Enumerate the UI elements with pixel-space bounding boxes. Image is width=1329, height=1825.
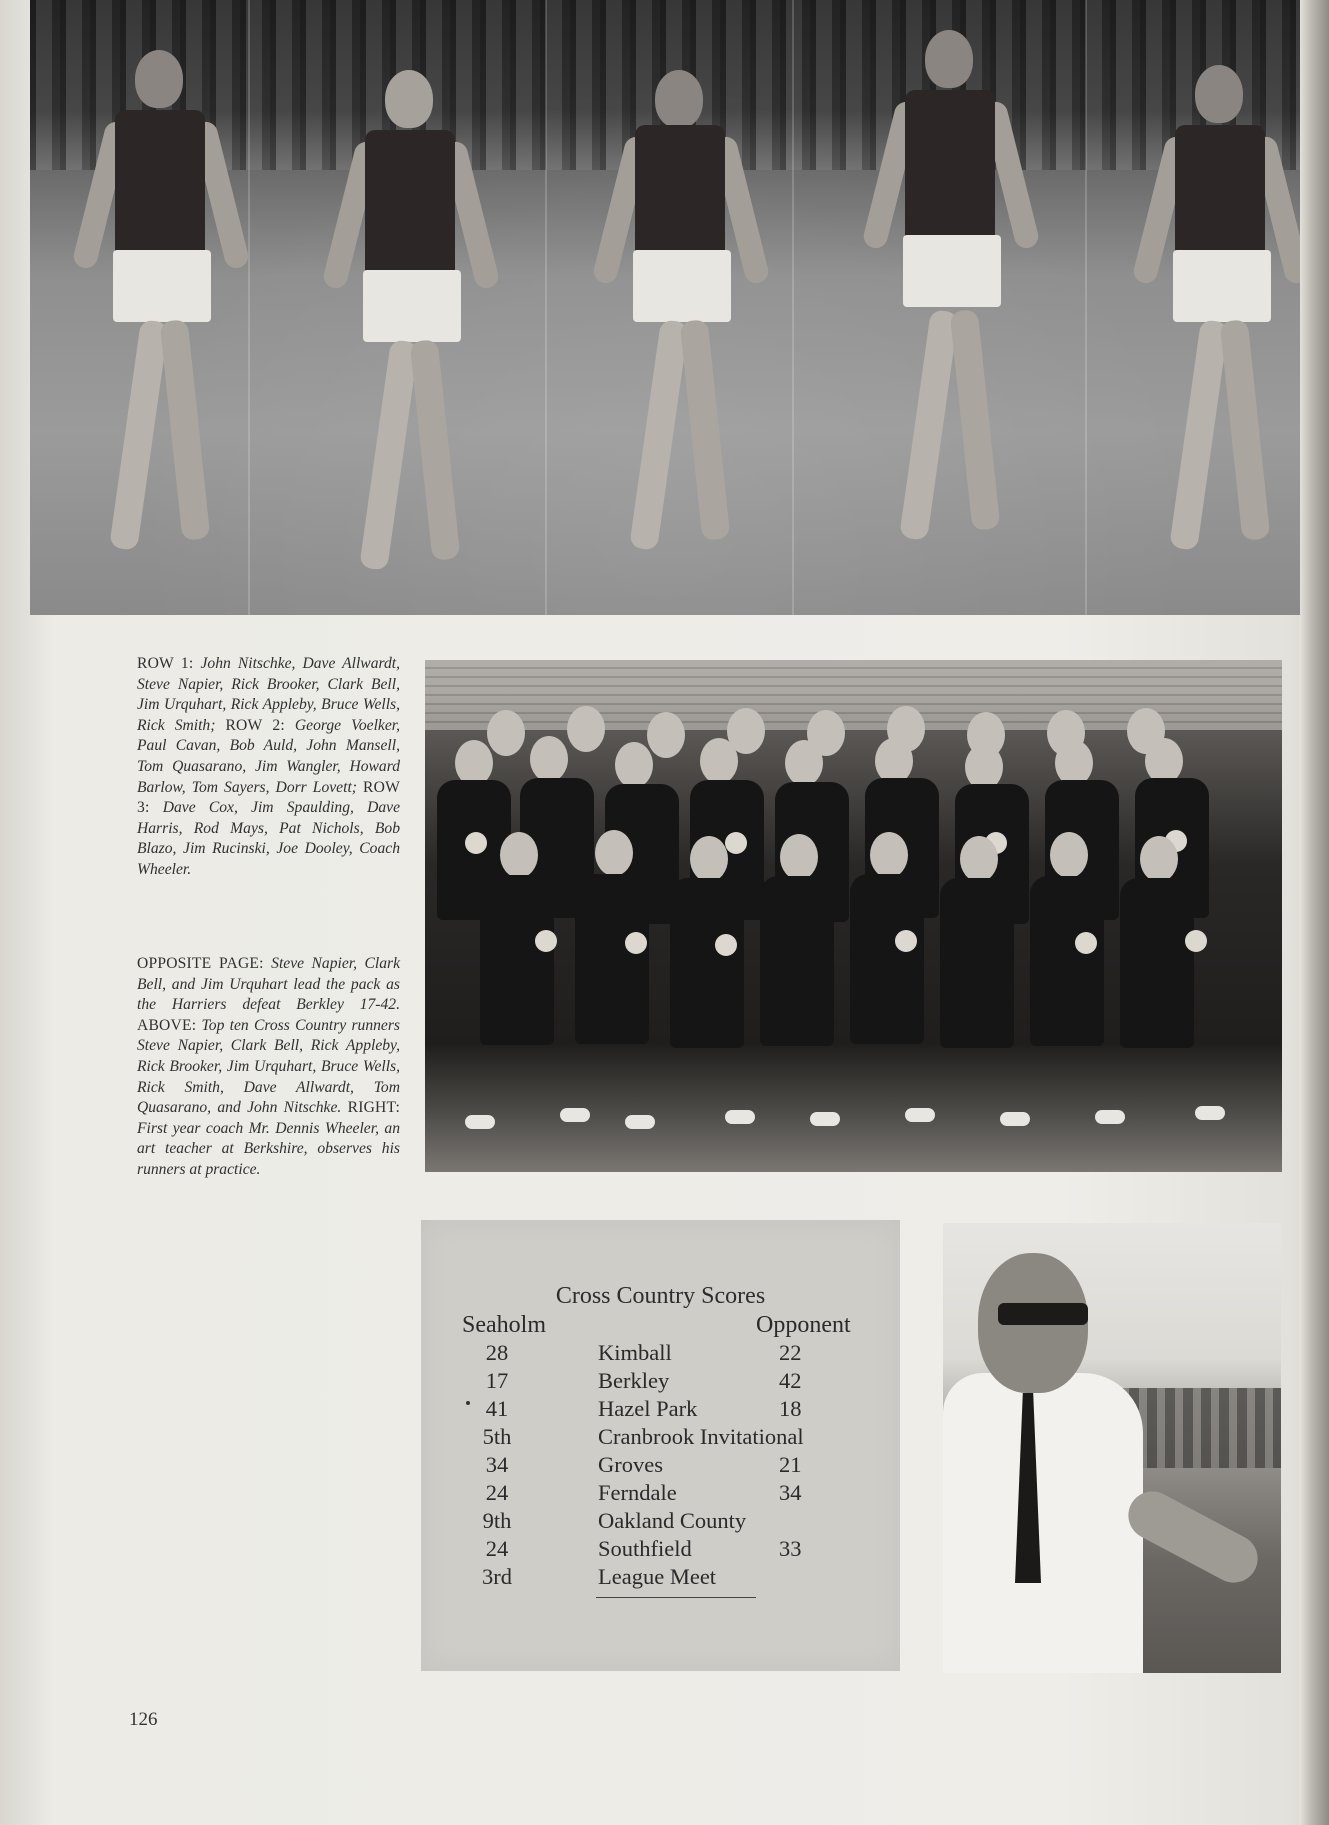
opponent-score: 34 [779,1480,802,1505]
score-row [421,1536,900,1564]
runner-figure [85,20,235,600]
cross-country-scores-panel [421,1220,900,1671]
score-row [421,1564,900,1592]
score-row [421,1340,900,1368]
opponent-score: 22 [779,1340,802,1365]
opponent-score: 21 [779,1452,802,1477]
row-1-names: John Nitschke, Dave Allwardt, Steve Napier, Rick Brooker, Clark Bell, Jim Urquhart, Rick Appleby, Bruce Wells, Rick Smith; [137,655,401,734]
coach-shirt [943,1373,1143,1673]
row-2-label: ROW 2: [225,716,285,734]
opponent-name: Hazel Park [598,1396,698,1421]
team-roster-caption [137,654,400,881]
page-binding-edge [1299,0,1329,1825]
score-row [421,1368,900,1396]
opponent-name: Berkley [598,1368,670,1393]
row-2-names: George Voelker, Paul Cavan, Bob Auld, John Mansell, Tom Quasarano, Jim Wangler, Howard Barlow, Tom Sayers, Dorr Lovett; [137,716,401,796]
scores-title: Cross Country Scores [555,1283,766,1309]
opponent-name: Cranbrook Invitational [598,1424,804,1449]
row-1-label: ROW 1: [137,655,194,672]
photo-seam [545,0,547,615]
score-row [421,1508,900,1536]
opponent-name: Oakland County [598,1508,747,1533]
runner-figure [1145,25,1295,600]
seaholm-score: 34 [485,1452,509,1477]
seaholm-score: 17 [485,1368,509,1393]
stray-print-dot [466,1401,470,1405]
photo-seam [248,0,250,615]
opponent-score: 18 [779,1396,802,1421]
runner-figure [875,5,1025,600]
photo-descriptions-caption [137,954,400,1181]
opponent-score: 33 [779,1536,802,1561]
sunglasses-icon [998,1303,1088,1325]
opponent-name: Ferndale [598,1480,677,1505]
seaholm-score: 28 [485,1340,509,1365]
opposite-page-label: OPPOSITE PAGE: [137,955,264,972]
coach-photo [943,1223,1281,1673]
seaholm-column-header: Seaholm [462,1312,546,1338]
seaholm-score: 41 [485,1396,509,1421]
score-row [421,1452,900,1480]
opponent-score: 42 [779,1368,802,1393]
right-text: First year coach Mr. Dennis Wheeler, an art teacher at Berkshire, observes his runners at practice. [137,1119,400,1178]
above-text: Top ten Cross Country runners Steve Napier, Clark Bell, Rick Appleby, Rick Brooker, Jim Urquhart, Bruce Wells, Rick Smith, Dave Allwardt, Tom Quasarano, and John Nitschke. [137,1016,400,1117]
photo-seam [792,0,794,615]
seaholm-score: 24 [485,1480,509,1505]
row-3-names: Dave Cox, Jim Spaulding, Dave Harris, Rod Mays, Pat Nichols, Bob Blazo, Jim Rucinski, Joe Dooley, Coach Wheeler. [137,799,400,878]
seaholm-score: 24 [485,1536,509,1561]
opponent-name: Groves [598,1452,663,1477]
score-row [421,1480,900,1508]
opponent-name: League Meet [598,1564,717,1589]
opposite-page-text: Steve Napier, Clark Bell, and Jim Urquhart lead the pack as the Harriers defeat Berkley 17-42. [137,955,400,1014]
score-underline [596,1597,756,1598]
team-photo [425,660,1282,1172]
seaholm-score: 5th [482,1424,512,1449]
row-3-label: ROW 3: [137,778,400,817]
score-row [421,1424,900,1452]
page-number: 126 [129,1709,158,1730]
score-row [421,1396,900,1424]
seaholm-score: 3rd [482,1564,512,1589]
opponent-column-header: Opponent [756,1312,851,1338]
runner-figure [335,30,485,600]
photo-seam [1085,0,1087,615]
opponent-name: Kimball [598,1340,672,1365]
runner-figure [605,40,755,600]
opponent-name: Southfield [598,1536,692,1561]
seaholm-score: 9th [482,1508,512,1533]
right-label: RIGHT: [347,1099,400,1117]
runners-photo [30,0,1300,615]
above-label: ABOVE: [137,1016,197,1034]
